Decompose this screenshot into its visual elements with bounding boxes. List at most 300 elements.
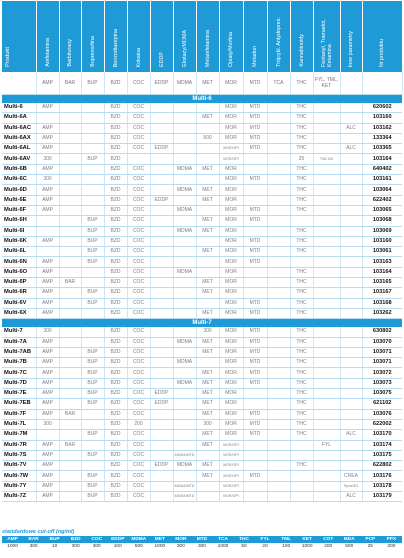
abbreviation-cell: COC	[127, 72, 150, 95]
parameter-cell-coc: COC	[127, 123, 150, 133]
parameter-cell-mdma: MDMA/MTD	[173, 491, 196, 501]
parameter-cell-mor: MOR	[219, 267, 243, 277]
parameter-cell-met: MET	[196, 164, 219, 174]
parameter-cell-met	[196, 123, 219, 133]
parameter-cell-mtd: MTD	[243, 430, 267, 440]
parameter-cell-bzd: BZD	[104, 103, 127, 113]
parameter-cell-met: MET	[196, 389, 219, 399]
cutoff-header-cell: FYL	[255, 536, 276, 543]
parameter-cell-bar	[59, 247, 81, 257]
parameter-cell-coc: COC	[127, 327, 150, 337]
table-row	[2, 205, 402, 215]
table-row	[2, 368, 402, 378]
parameter-cell-bzd: BZD	[104, 257, 127, 267]
abbreviation-cell: BAR	[59, 72, 81, 95]
parameter-cell-bzd: BZD	[104, 337, 127, 347]
parameter-cell-bup	[81, 440, 104, 450]
parameter-cell-eddp	[150, 471, 173, 481]
column-header-label: Benzodiazepina	[112, 28, 119, 67]
product-name-cell: Multi-7L	[2, 419, 36, 429]
parameter-cell-met: MET	[196, 113, 219, 123]
parameter-cell-mtd	[243, 164, 267, 174]
parameter-cell-mtd	[243, 440, 267, 450]
abbreviation-cell: THC	[290, 72, 313, 95]
product-number-cell: 103168	[362, 298, 402, 308]
parameter-cell-bup	[81, 185, 104, 195]
parameter-cell-mor: MOR	[219, 205, 243, 215]
parameter-cell-bup: BUP	[81, 257, 104, 267]
product-number-cell: 103262	[362, 308, 402, 318]
parameter-cell-amp: 300	[36, 419, 59, 429]
parameter-cell-eddp	[150, 378, 173, 388]
parameter-cell-met	[196, 481, 219, 491]
parameter-cell-fyl	[313, 164, 340, 174]
parameter-cell-coc: COC	[127, 226, 150, 236]
cutoff-header-cell: KET	[297, 536, 318, 543]
cutoff-value-cell: 300	[197, 544, 206, 549]
product-name-cell: Multi-7B	[2, 358, 36, 368]
parameter-cell-bup: BUP	[81, 288, 104, 298]
parameter-cell-bar	[59, 216, 81, 226]
parameter-cell-amp: AMP	[36, 257, 59, 267]
parameter-cell-met: MET	[196, 216, 219, 226]
parameter-cell-mdma: MDMA	[173, 358, 196, 368]
parameter-cell-eddp	[150, 164, 173, 174]
section-title: Multi-7	[2, 319, 402, 328]
product-number-cell: 103179	[362, 491, 402, 501]
parameter-cell-mdma: MDMA/MTD	[173, 450, 196, 460]
parameter-cell-bar	[59, 389, 81, 399]
parameter-cell-eddp	[150, 154, 173, 164]
cutoff-value-cell: 25	[367, 544, 373, 549]
parameter-cell-inne	[340, 440, 362, 450]
column-header-thc	[290, 1, 313, 72]
parameter-cell-amp: 300	[36, 175, 59, 185]
parameter-cell-met: MET	[196, 368, 219, 378]
parameter-cell-thc: THC	[290, 327, 313, 337]
parameter-cell-thc: THC	[290, 133, 313, 143]
parameter-cell-thc: THC	[290, 298, 313, 308]
product-name-cell: Multi-7AB	[2, 347, 36, 357]
parameter-cell-amp	[36, 216, 59, 226]
parameter-cell-eddp	[150, 288, 173, 298]
product-name-cell: Multi-7F	[2, 409, 36, 419]
parameter-cell-tca	[267, 205, 290, 215]
parameter-cell-mdma	[173, 409, 196, 419]
parameter-cell-coc: COC	[127, 347, 150, 357]
parameter-cell-mtd	[243, 267, 267, 277]
parameter-cell-bup: BUP	[81, 216, 104, 226]
parameter-cell-bzd: BZD	[104, 226, 127, 236]
parameter-cell-tca	[267, 216, 290, 226]
parameter-cell-thc: THC	[290, 389, 313, 399]
cutoff-value-cell: 300	[92, 544, 101, 549]
parameter-cell-mtd: MTD	[243, 205, 267, 215]
product-name-cell: Multi-7C	[2, 368, 36, 378]
parameter-cell-mdma	[173, 440, 196, 450]
parameter-cell-fyl	[313, 133, 340, 143]
parameter-cell-thc: THC	[290, 337, 313, 347]
parameter-cell-tca	[267, 440, 290, 450]
parameter-cell-fyl	[313, 378, 340, 388]
parameter-cell-bup	[81, 144, 104, 154]
abbreviation-cell	[340, 72, 362, 95]
column-header-inne	[340, 1, 362, 72]
parameter-cell-amp: AMP	[36, 368, 59, 378]
column-header-mor	[219, 1, 243, 72]
parameter-cell-inne: ALC	[340, 123, 362, 133]
column-header-met	[196, 1, 219, 72]
abbreviation-cell: MOR	[219, 72, 243, 95]
table-row	[2, 247, 402, 257]
parameter-cell-tca	[267, 236, 290, 246]
parameter-cell-bar	[59, 358, 81, 368]
parameter-cell-inne	[340, 358, 362, 368]
column-header-label: Metamfetamina	[204, 29, 211, 67]
parameter-cell-met	[196, 257, 219, 267]
section-header-row	[2, 319, 402, 328]
parameter-cell-amp: AMP	[36, 164, 59, 174]
product-number-cell: 103164	[362, 154, 402, 164]
parameter-cell-mdma	[173, 347, 196, 357]
product-number-cell: 103163	[362, 257, 402, 267]
parameter-cell-eddp	[150, 103, 173, 113]
parameter-cell-mor: MOR/OPI	[219, 450, 243, 460]
product-name-cell: Multi-7W	[2, 471, 36, 481]
parameter-cell-met: MET	[196, 347, 219, 357]
product-number-cell: 103167	[362, 288, 402, 298]
parameter-cell-thc: THC	[290, 378, 313, 388]
parameter-cell-eddp	[150, 185, 173, 195]
parameter-cell-mor: MOR	[219, 257, 243, 267]
parameter-cell-eddp	[150, 216, 173, 226]
parameter-cell-bar	[59, 185, 81, 195]
parameter-cell-thc: THC	[290, 430, 313, 440]
cutoff-header-cell: MDA	[339, 536, 360, 543]
parameter-cell-tca	[267, 308, 290, 318]
parameter-cell-bar	[59, 461, 81, 471]
column-header-label: Ekstazy/MDMA	[181, 30, 188, 67]
parameter-cell-eddp	[150, 450, 173, 460]
parameter-cell-inne	[340, 288, 362, 298]
parameter-cell-mdma	[173, 123, 196, 133]
parameter-cell-met	[196, 144, 219, 154]
parameter-cell-tca	[267, 450, 290, 460]
parameter-cell-coc: COC	[127, 481, 150, 491]
parameter-cell-mdma: MDMA	[173, 267, 196, 277]
cutoff-header-cell: TML	[276, 536, 297, 543]
parameter-cell-amp: AMP	[36, 298, 59, 308]
parameter-cell-amp: 300	[36, 327, 59, 337]
parameter-cell-eddp	[150, 308, 173, 318]
parameter-cell-tca	[267, 409, 290, 419]
cutoff-value-cell: 1000	[154, 544, 166, 549]
table-row	[2, 378, 402, 388]
parameter-cell-coc: COC	[127, 368, 150, 378]
parameter-cell-thc: THC	[290, 358, 313, 368]
abbreviation-cell	[2, 72, 36, 95]
parameter-cell-coc: 200	[127, 419, 150, 429]
parameter-cell-inne	[340, 236, 362, 246]
table-row	[2, 308, 402, 318]
section-title: Multi-6	[2, 95, 402, 104]
parameter-cell-inne	[340, 185, 362, 195]
parameter-cell-tca	[267, 399, 290, 409]
parameter-cell-bar	[59, 133, 81, 143]
parameter-cell-tca	[267, 154, 290, 164]
product-name-cell: Multi-6D	[2, 185, 36, 195]
parameter-cell-mdma	[173, 389, 196, 399]
parameter-cell-bar	[59, 267, 81, 277]
parameter-cell-bar	[59, 154, 81, 164]
abbreviation-cell	[362, 72, 402, 95]
parameter-cell-thc	[290, 481, 313, 491]
parameter-cell-mdma	[173, 113, 196, 123]
parameter-cell-mdma	[173, 308, 196, 318]
parameter-cell-mdma: MDMA	[173, 378, 196, 388]
parameter-cell-coc: COC	[127, 257, 150, 267]
parameter-cell-eddp: EDDP	[150, 399, 173, 409]
parameter-cell-mor: MOR	[219, 236, 243, 246]
parameter-cell-met: MET	[196, 247, 219, 257]
product-name-cell: Multi-6AX	[2, 133, 36, 143]
parameter-cell-bar	[59, 481, 81, 491]
parameter-cell-thc: THC	[290, 144, 313, 154]
table-row	[2, 288, 402, 298]
cutoff-header-row	[2, 536, 402, 543]
product-name-cell: Multi-7Y	[2, 481, 36, 491]
parameter-cell-inne	[340, 164, 362, 174]
abbreviation-cell: AMP	[36, 72, 59, 95]
parameter-cell-mtd: MTD	[243, 347, 267, 357]
column-header-label: Kokaina	[135, 47, 142, 67]
parameter-cell-bar	[59, 337, 81, 347]
column-header-label: Produkt	[5, 47, 11, 67]
column-header-bzd	[104, 1, 127, 72]
parameter-cell-mtd: MTD	[243, 236, 267, 246]
parameter-cell-inne: ALC	[340, 491, 362, 501]
table-row	[2, 133, 402, 143]
parameter-cell-bzd: BZD	[104, 471, 127, 481]
parameter-cell-met	[196, 450, 219, 460]
parameter-cell-bzd: BZD	[104, 278, 127, 288]
parameter-cell-bzd: BZD	[104, 419, 127, 429]
table-row	[2, 358, 402, 368]
abbreviation-cell: BZD	[104, 72, 127, 95]
parameter-cell-inne: ALC	[340, 144, 362, 154]
parameter-cell-thc	[290, 450, 313, 460]
abbreviation-row	[2, 72, 402, 95]
parameter-cell-mtd	[243, 450, 267, 460]
abbreviation-cell: TCA	[267, 72, 290, 95]
parameter-cell-tca	[267, 419, 290, 429]
product-number-cell: 103071	[362, 347, 402, 357]
parameter-cell-thc: THC	[290, 347, 313, 357]
table-row	[2, 185, 402, 195]
abbreviation-cell: BUP	[81, 72, 104, 95]
parameter-cell-met: MET	[196, 440, 219, 450]
parameter-cell-bzd: BZD	[104, 450, 127, 460]
parameter-cell-amp: AMP	[36, 195, 59, 205]
table-row	[2, 144, 402, 154]
parameter-cell-inne	[340, 409, 362, 419]
product-name-cell: Multi-7R	[2, 440, 36, 450]
column-header-label: Trójcykl. Antydepres.	[275, 17, 282, 67]
parameter-cell-coc: COC	[127, 461, 150, 471]
parameter-cell-tca	[267, 123, 290, 133]
parameter-cell-fyl	[313, 113, 340, 123]
parameter-cell-thc: THC	[290, 205, 313, 215]
cutoff-header-cell: BUP	[44, 536, 65, 543]
parameter-cell-met: MET	[196, 378, 219, 388]
parameter-cell-fyl	[313, 226, 340, 236]
parameter-cell-bzd: BZD	[104, 133, 127, 143]
parameter-cell-amp: 300	[36, 154, 59, 164]
parameter-cell-mdma	[173, 216, 196, 226]
parameter-cell-coc: COC	[127, 164, 150, 174]
parameter-cell-mor: MOR	[219, 123, 243, 133]
parameter-cell-met: MET	[196, 288, 219, 298]
parameter-cell-coc: COC	[127, 378, 150, 388]
parameter-cell-tca	[267, 471, 290, 481]
parameter-cell-bzd: BZD	[104, 205, 127, 215]
parameter-cell-coc: COC	[127, 195, 150, 205]
product-number-cell: 103069	[362, 226, 402, 236]
parameter-cell-bup: BUP	[81, 347, 104, 357]
parameter-cell-tca	[267, 247, 290, 257]
parameter-cell-coc: COC	[127, 430, 150, 440]
parameter-cell-amp: AMP	[36, 123, 59, 133]
parameter-cell-mtd: MTD	[243, 358, 267, 368]
cutoff-header-cell: PCP	[360, 536, 381, 543]
table-row	[2, 216, 402, 226]
parameter-cell-met: 500	[196, 133, 219, 143]
parameter-cell-bup	[81, 337, 104, 347]
parameter-cell-fyl	[313, 195, 340, 205]
parameter-cell-bup: BUP	[81, 298, 104, 308]
column-header-label: Inne parametry	[348, 30, 354, 67]
parameter-cell-mor: MOR	[219, 175, 243, 185]
parameter-cell-eddp	[150, 205, 173, 215]
parameter-cell-mtd: MTD	[243, 175, 267, 185]
parameter-cell-eddp	[150, 358, 173, 368]
parameter-cell-bar	[59, 175, 81, 185]
column-header-mdma	[173, 1, 196, 72]
product-number-cell: 103072	[362, 368, 402, 378]
parameter-cell-coc: COC	[127, 133, 150, 143]
abbreviation-cell: EDDP	[150, 72, 173, 95]
parameter-cell-bar: BAR	[59, 409, 81, 419]
parameter-cell-bup: BUP	[81, 481, 104, 491]
parameter-cell-mdma	[173, 257, 196, 267]
product-name-cell: Multi-6X	[2, 308, 36, 318]
parameter-cell-bup: BUP	[81, 471, 104, 481]
parameter-cell-met: MET	[196, 337, 219, 347]
parameter-cell-bup: BUP	[81, 154, 104, 164]
parameter-cell-thc: THC	[290, 113, 313, 123]
parameter-cell-mtd	[243, 461, 267, 471]
abbreviation-cell: FYL, TML, KET	[313, 72, 340, 95]
parameter-cell-bar: BAR	[59, 440, 81, 450]
cutoff-block	[2, 528, 402, 550]
cutoff-value-cell: 20	[262, 544, 268, 549]
cutoff-header-cell: BZD	[65, 536, 86, 543]
parameter-cell-amp: AMP	[36, 144, 59, 154]
parameter-cell-fyl	[313, 278, 340, 288]
parameter-cell-mdma	[173, 154, 196, 164]
parameter-cell-bzd: BZD	[104, 113, 127, 123]
column-header-bup	[81, 1, 104, 72]
parameter-cell-tca	[267, 481, 290, 491]
parameter-cell-mor: MOR	[219, 419, 243, 429]
parameter-cell-thc: THC	[290, 175, 313, 185]
parameter-cell-bup: BUP	[81, 399, 104, 409]
parameter-cell-bar: BAR	[59, 278, 81, 288]
product-name-cell: Multi-7M	[2, 430, 36, 440]
parameter-cell-eddp	[150, 113, 173, 123]
parameter-cell-mtd: MTD	[243, 378, 267, 388]
product-name-cell: Multi-6P	[2, 278, 36, 288]
parameter-cell-eddp	[150, 133, 173, 143]
parameter-cell-eddp	[150, 175, 173, 185]
column-header-label: Barbiturany	[67, 39, 73, 67]
parameter-cell-bup	[81, 327, 104, 337]
table-row	[2, 298, 402, 308]
parameter-cell-met	[196, 154, 219, 164]
column-header-label: Amfetamina	[44, 38, 51, 67]
parameter-cell-bar	[59, 450, 81, 460]
parameter-cell-mor: MOR	[219, 185, 243, 195]
parameter-cell-eddp	[150, 257, 173, 267]
parameter-cell-bup	[81, 195, 104, 205]
parameter-cell-met: MET	[196, 461, 219, 471]
parameter-cell-tca	[267, 175, 290, 185]
product-number-cell: 103365	[362, 144, 402, 154]
parameter-cell-bup: BUP	[81, 226, 104, 236]
parameter-cell-eddp	[150, 491, 173, 501]
parameter-cell-mdma: MDMA	[173, 185, 196, 195]
cutoff-value-cell: 1000	[217, 544, 229, 549]
parameter-cell-bzd: BZD	[104, 430, 127, 440]
parameter-cell-tca	[267, 144, 290, 154]
parameter-cell-bzd: BZD	[104, 378, 127, 388]
product-name-cell: Multi-6L	[2, 247, 36, 257]
parameter-cell-bzd: BZD	[104, 288, 127, 298]
parameter-cell-met	[196, 267, 219, 277]
parameter-cell-eddp	[150, 236, 173, 246]
parameter-cell-bup: BUP	[81, 389, 104, 399]
parameter-cell-met	[196, 358, 219, 368]
parameter-cell-bup	[81, 205, 104, 215]
product-name-cell: Multi-7Z	[2, 491, 36, 501]
parameter-cell-mor: MOR	[219, 430, 243, 440]
parameter-cell-tca	[267, 195, 290, 205]
parameter-cell-bar	[59, 298, 81, 308]
parameter-cell-tca	[267, 103, 290, 113]
parameter-cell-fyl	[313, 450, 340, 460]
column-header-bar	[59, 1, 81, 72]
column-header-code	[362, 1, 402, 72]
parameter-cell-mor: MOR	[219, 133, 243, 143]
column-header-name	[2, 1, 36, 72]
product-number-cell: 103161	[362, 175, 402, 185]
parameter-cell-mdma	[173, 236, 196, 246]
product-name-cell: Multi-6I	[2, 226, 36, 236]
parameter-cell-bar	[59, 491, 81, 501]
parameter-cell-mor: MOR/OPI	[219, 440, 243, 450]
parameter-cell-coc: COC	[127, 440, 150, 450]
parameter-cell-fyl	[313, 247, 340, 257]
